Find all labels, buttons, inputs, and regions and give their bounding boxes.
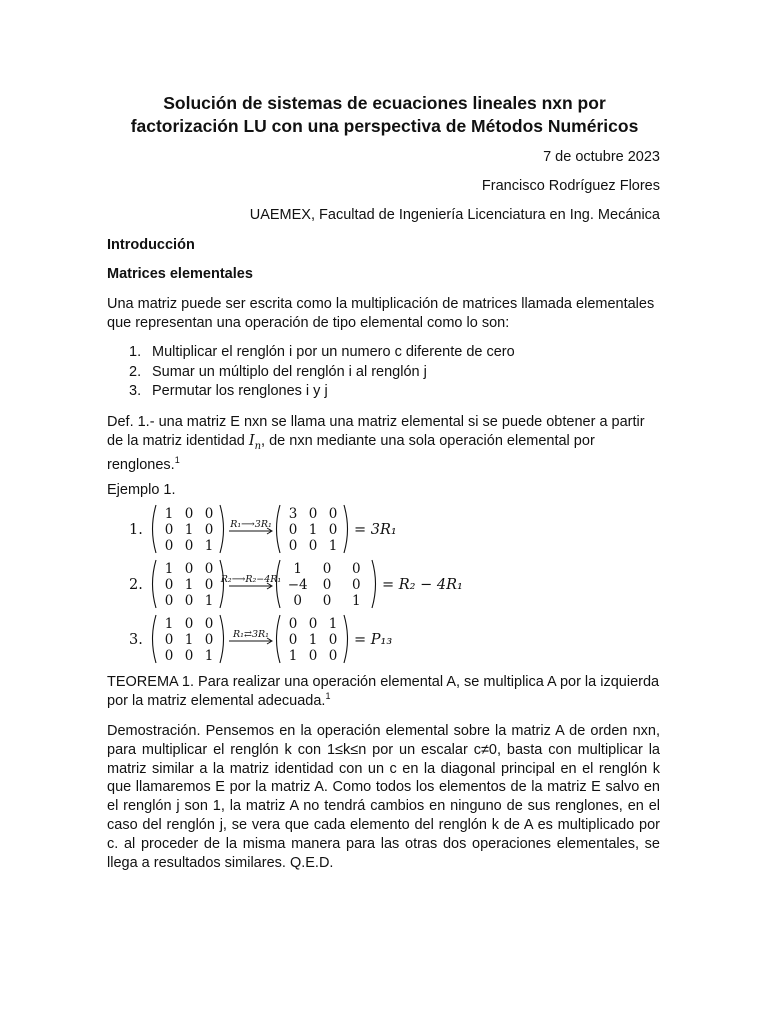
matrix-cell: 0	[164, 577, 174, 593]
left-paren	[277, 615, 281, 663]
example-label: Ejemplo 1.	[107, 482, 176, 498]
matrix-cell: 1	[352, 593, 361, 609]
document-author: Francisco Rodríguez Flores	[481, 178, 660, 194]
title-line-1: Solución de sistemas de ecuaciones lineales nxn por	[163, 93, 606, 113]
right-paren	[344, 505, 348, 553]
left-paren	[153, 505, 157, 553]
example-result: = 3R₁	[354, 522, 397, 538]
matrix-cell: 0	[204, 506, 214, 522]
arrow-label: R₁⟶3R₁	[230, 519, 272, 530]
left-matrix	[153, 615, 224, 664]
matrix-cell: 1	[328, 616, 338, 632]
matrix-cell: 1	[184, 632, 194, 648]
matrix-cell: 0	[308, 648, 318, 664]
list-item: 3. Permutar los renglones i y j	[129, 383, 328, 399]
example-result: = P₁₃	[354, 632, 393, 648]
matrix-cell: 0	[328, 632, 338, 648]
matrix-cell: 1	[164, 561, 174, 577]
matrix-cell: 0	[164, 632, 174, 648]
arrow-label: R₁⇄3R₁	[233, 629, 269, 640]
matrix-cell: 1	[204, 593, 214, 609]
matrix-cell: 0	[322, 593, 332, 609]
matrix-cell: 0	[322, 577, 332, 593]
matrix-cell: 0	[164, 648, 174, 664]
matrix-cell: 0	[308, 616, 318, 632]
definition-paragraph: Def. 1.- una matriz E nxn se llama una matriz elemental si se puede obtener a partir de la matriz identidad $I_n$, de nxn mediante una sola operación elemental por renglones.$^1$	[107, 414, 645, 474]
example-number: 2.	[129, 577, 143, 593]
matrix-cell: 0	[184, 538, 194, 554]
matrix-cell: 0	[164, 522, 174, 538]
example-2	[129, 560, 463, 609]
identity-symbol: I	[248, 432, 255, 449]
right-paren	[372, 560, 376, 608]
matrix-cell: 1	[288, 648, 298, 664]
matrix-cell: 0	[288, 632, 298, 648]
matrix-cell: 0	[328, 648, 338, 664]
example-number: 1.	[129, 522, 143, 538]
list-item: 1. Multiplicar el renglón i por un numero c diferente de cero	[129, 344, 515, 360]
matrix-cell: 3	[288, 506, 298, 522]
matrix-cell: 0	[322, 561, 332, 577]
document-title	[107, 92, 662, 138]
identity-subscript: n	[254, 440, 262, 452]
matrix-cell: 1	[164, 506, 174, 522]
arrow-label: R₂⟶R₂−4R₁	[220, 574, 282, 585]
matrix-cell: 1	[328, 538, 338, 554]
matrix-cell: 1	[184, 522, 194, 538]
right-matrix	[277, 560, 376, 609]
proof-paragraph: Demostración. Pensemos en la operación elemental sobre la matriz A de orden nxn, para multiplicar el renglón k con 1≤k≤n por un escalar c≠0, basta con multiplicar la matriz similar a la matriz identidad con un c en la diagonal principal en el renglón k que llamaremos E por la matriz A. Como todos los elementos de la matriz E salvo en el renglón j son 1, la matriz A no tendrá cambios en ninguno de sus renglones, en el caso del renglón j, se vera que cada elemento del renglón k de A es multiplicado por c. al proceder de la misma manera para las otras dos operaciones elementales, se llega a resultados similares. Q.E.D.	[107, 723, 660, 871]
matrix-cell: 0	[164, 538, 174, 554]
matrix-cell: 0	[204, 522, 214, 538]
matrix-cell: 0	[184, 506, 194, 522]
left-matrix	[153, 560, 224, 609]
example-result: = R₂ − 4R₁	[382, 577, 463, 593]
matrix-cell: 0	[204, 561, 214, 577]
matrix-cell: 0	[288, 522, 298, 538]
matrix-cell: 1	[204, 648, 214, 664]
left-paren	[153, 615, 157, 663]
heading-introduction: Introducción	[107, 237, 195, 253]
matrix-cell: 1	[164, 616, 174, 632]
examples-svg	[107, 505, 662, 665]
intro-paragraph: Una matriz puede ser escrita como la multiplicación de matrices llamada elementales que representan una operación de tipo elemental como lo son:	[107, 296, 655, 331]
example-1	[129, 505, 397, 554]
list-item: 2. Sumar un múltiplo del renglón i al renglón j	[129, 363, 427, 380]
matrix-cell: 0	[184, 593, 194, 609]
matrix-cell: 1	[308, 632, 318, 648]
matrix-cell: −4	[287, 577, 308, 593]
matrix-cell: 1	[308, 522, 318, 538]
operations-list	[107, 343, 515, 402]
footnote-marker: 1	[325, 690, 331, 701]
matrix-cell: 0	[328, 506, 338, 522]
left-matrix	[153, 505, 224, 554]
right-matrix	[277, 505, 348, 554]
title-line-2: factorización LU con una perspectiva de Métodos Numéricos	[130, 116, 639, 136]
right-paren	[220, 505, 224, 553]
matrix-cell: 0	[288, 616, 298, 632]
right-paren	[344, 615, 348, 663]
left-paren	[153, 560, 157, 608]
matrix-cell: 0	[288, 538, 298, 554]
matrix-cell: 0	[308, 538, 318, 554]
matrix-cell: 0	[184, 616, 194, 632]
matrix-cell: 0	[164, 593, 174, 609]
left-paren	[277, 505, 281, 553]
document-date: 7 de octubre 2023	[543, 149, 660, 165]
right-matrix	[277, 615, 348, 664]
matrix-cell: 0	[308, 506, 318, 522]
matrix-cell: 1	[204, 538, 214, 554]
footnote-marker: 1	[174, 455, 180, 466]
matrix-cell: 0	[204, 632, 214, 648]
matrix-cell: 0	[204, 577, 214, 593]
right-paren	[220, 615, 224, 663]
matrix-cell: 0	[184, 648, 194, 664]
example-number: 3.	[129, 632, 143, 648]
document-affiliation: UAEMEX, Facultad de Ingeniería Licenciatura en Ing. Mecánica	[249, 207, 660, 223]
matrix-cell: 1	[184, 577, 194, 593]
matrix-cell: 0	[328, 522, 338, 538]
matrix-cell: 0	[293, 593, 302, 609]
matrix-cell: 1	[293, 561, 302, 577]
matrix-cell: 0	[352, 577, 361, 593]
matrix-cell: 0	[352, 561, 361, 577]
matrix-cell: 0	[204, 616, 214, 632]
theorem-paragraph: TEOREMA 1. Para realizar una operación elemental A, se multiplica A por la izquierda por la matriz elemental adecuada.$^1$	[107, 674, 660, 709]
example-3	[129, 615, 392, 664]
heading-elementary-matrices: Matrices elementales	[107, 266, 253, 282]
matrix-cell: 0	[184, 561, 194, 577]
